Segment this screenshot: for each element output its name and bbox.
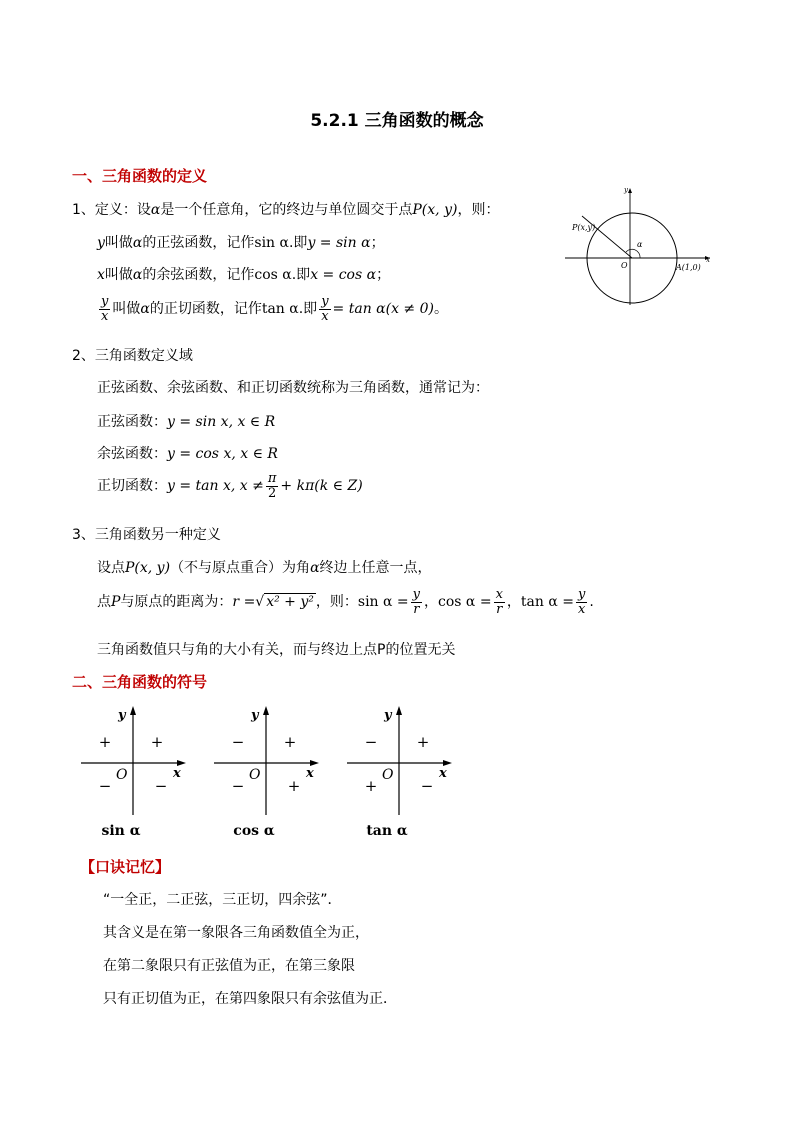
mnemonic-line4: 只有正切值为正，在第四象限只有余弦值为正．	[103, 991, 397, 1007]
sine-domain	[97, 411, 275, 431]
text: 与原点的距离为：	[120, 594, 233, 611]
angle-arc	[626, 249, 640, 258]
text: 叫做	[104, 235, 133, 251]
sign-chart-origin: O	[382, 767, 394, 783]
cosine-domain	[97, 443, 278, 463]
math: y = tan x, x ≠	[167, 478, 264, 495]
math: α	[132, 235, 143, 251]
math: tan α =	[520, 594, 574, 611]
sign-q1: +	[283, 733, 297, 751]
text: ；	[370, 235, 385, 251]
point-p-label: P(x,y)	[572, 223, 596, 232]
sign-chart-y-label: y	[384, 708, 392, 723]
sign-q4: +	[287, 777, 301, 795]
math: α	[310, 560, 320, 576]
origin-label: O	[621, 261, 628, 270]
math: tan α	[261, 301, 299, 318]
math: cos α =	[438, 594, 492, 611]
math: α	[140, 301, 150, 318]
item3-line2	[97, 588, 594, 616]
sign-q3: −	[98, 777, 112, 795]
math: y = cos x, x ∈ R	[167, 446, 278, 462]
unit-circle-figure	[560, 180, 720, 310]
text: 是一个任意角，它的终边与单位圆交于点	[160, 202, 413, 218]
fraction-y-over-x: $\frac{y}{x}$	[321, 294, 329, 324]
sign-chart-y-arrow	[130, 706, 136, 715]
text: 点	[97, 594, 111, 611]
text: 余弦函数：	[97, 446, 167, 462]
math: x = cos α	[310, 267, 377, 283]
sign-chart-x-label: x	[439, 766, 447, 781]
alpha-label: α	[637, 240, 643, 249]
text: 叫做	[112, 301, 141, 318]
page-title: 5.2.1 三角函数的概念	[310, 111, 484, 131]
text: ，	[506, 594, 521, 611]
item2-intro: 正弦函数、余弦函数、和正切函数统称为三角函数，通常记为：	[97, 380, 489, 396]
section-heading-definition: 一、三角函数的定义	[72, 167, 208, 185]
sign-q2: +	[98, 733, 112, 751]
math: y = sin x, x ∈ R	[167, 414, 276, 430]
tangent-definition	[97, 295, 448, 323]
y-label: y	[624, 186, 628, 194]
math: P	[111, 594, 121, 611]
fraction: $\frac{y}{x}$	[577, 587, 586, 617]
text: 。	[433, 301, 448, 318]
text: ，	[424, 594, 439, 611]
sign-q1: +	[416, 733, 430, 751]
text: .即	[298, 301, 318, 318]
sign-chart-y-arrow	[396, 706, 402, 715]
cosine-definition	[97, 264, 390, 284]
sign-chart-y-label: y	[251, 708, 259, 723]
sign-charts	[75, 700, 475, 840]
text: 的余弦函数，记作	[142, 267, 255, 283]
text: ，则：	[457, 202, 500, 218]
text: ；	[376, 267, 391, 283]
definition-line	[72, 199, 499, 219]
sign-q4: −	[420, 777, 434, 795]
sign-q2: −	[231, 733, 245, 751]
mnemonic-line3: 在第二象限只有正弦值为正，在第三象限	[103, 958, 355, 974]
sign-chart-x-label: x	[173, 766, 181, 781]
math: sin α	[254, 235, 289, 251]
text: 叫做	[104, 267, 133, 283]
math: y	[97, 235, 105, 251]
text: （不与原点重合）为角	[170, 560, 311, 576]
sign-q4: −	[154, 777, 168, 795]
text: ，则：	[315, 594, 358, 611]
text: 的正弦函数，记作	[142, 235, 255, 251]
fraction: $\frac{y}{r}$	[412, 587, 421, 617]
sign-chart-label: sin α	[101, 823, 141, 839]
sign-chart-label: cos α	[233, 823, 275, 839]
item3-heading: 3、三角函数另一种定义	[72, 527, 221, 543]
sqrt-sign: √	[255, 594, 265, 611]
fraction: $\frac{x}{r}$	[495, 587, 503, 617]
text: .即	[288, 235, 308, 251]
text: .	[589, 594, 594, 611]
sign-q2: −	[364, 733, 378, 751]
math: + kπ(k ∈ Z)	[280, 478, 363, 495]
text: 正弦函数：	[97, 414, 167, 430]
math: sin α =	[357, 594, 409, 611]
math: P(x, y)	[125, 560, 171, 576]
section-heading-signs: 二、三角函数的符号	[72, 673, 208, 691]
radicand: x² + y²	[266, 594, 314, 611]
math: = tan α(x ≠ 0)	[332, 301, 434, 318]
tangent-domain	[97, 472, 363, 500]
mnemonic-line1: “一全正，二正弦，三正切，四余弦”．	[103, 892, 342, 908]
mnemonic-heading: 【口诀记忆】	[80, 858, 171, 876]
math: α	[132, 267, 143, 283]
item2-heading: 2、三角函数定义域	[72, 348, 193, 364]
math: cos α	[254, 267, 292, 283]
sign-chart-label: tan α	[366, 823, 408, 839]
sign-chart-y-label: y	[118, 708, 126, 723]
sign-chart-origin: O	[116, 767, 128, 783]
text: 设点	[97, 560, 125, 576]
sign-q3: +	[364, 777, 378, 795]
text: 正切函数：	[97, 478, 167, 495]
math-point: P(x, y)	[412, 202, 458, 218]
text: 1、定义：设	[72, 202, 151, 218]
item3-line1	[97, 557, 432, 577]
y-axis-arrow	[628, 188, 632, 193]
text: 终边上任意一点，	[319, 560, 432, 576]
sign-chart-x-label: x	[306, 766, 314, 781]
sign-chart-origin: O	[249, 767, 261, 783]
math-alpha: α	[150, 202, 161, 218]
text: .即	[291, 267, 311, 283]
item3-line3: 三角函数值只与角的大小有关，而与终边上点P的位置无关	[97, 642, 456, 658]
point-a-label: A(1,0)	[676, 263, 701, 272]
math: x	[97, 267, 105, 283]
math: r =	[232, 594, 256, 611]
sign-q1: +	[150, 733, 164, 751]
text: 的正切函数，记作	[149, 301, 262, 318]
sign-chart-y-arrow	[263, 706, 269, 715]
mnemonic-line2: 其含义是在第一象限各三角函数值全为正，	[103, 925, 369, 941]
sine-definition	[97, 232, 385, 252]
fraction-pi-over-2: $\frac{\pi}{2}$	[267, 471, 277, 501]
sign-q3: −	[231, 777, 245, 795]
math: y = sin α	[307, 235, 371, 251]
x-label: x	[706, 256, 710, 264]
fraction-y-over-x: $\frac{y}{x}$	[101, 294, 109, 324]
